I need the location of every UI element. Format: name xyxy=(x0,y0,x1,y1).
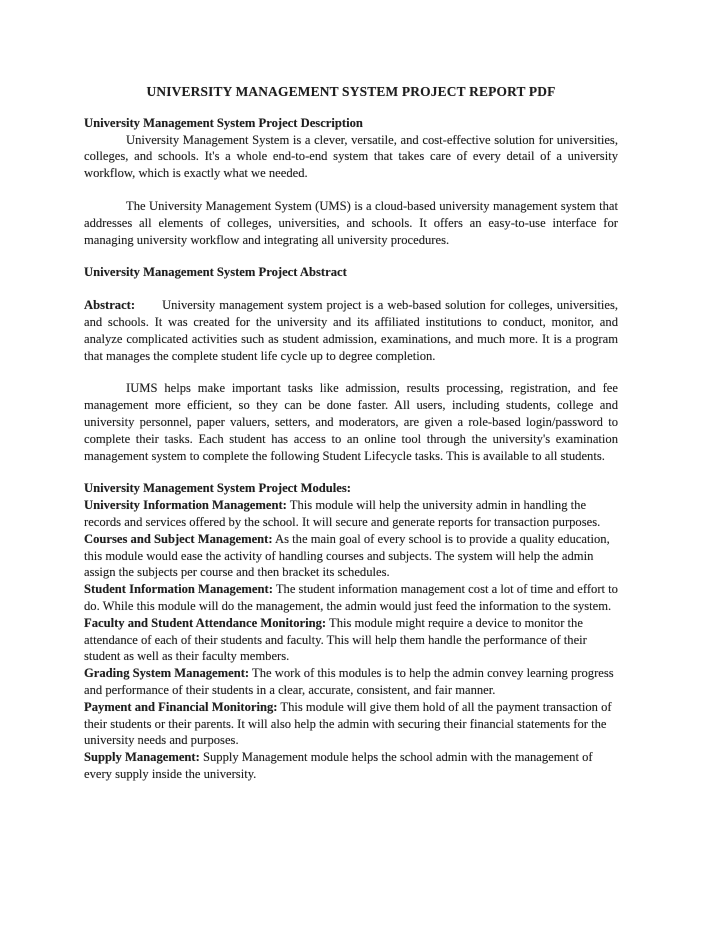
abstract-label: Abstract: xyxy=(84,298,136,313)
module-description: This module might require a device to monitor the attendance of each of their students and faculty. This will help them handle the performance of their student as well as their faculty members. xyxy=(84,615,587,664)
module-description: As the main goal of every school is to provide a quality education, this module would ease the activity of handling courses and subjects. The system will help the admin assign the subjects per course and then bracket its schedules. xyxy=(84,531,610,580)
description-paragraph-1: University Management System is a clever, versatile, and cost-effective solution for universities, colleges, and schools. It's a whole end-to-end system that takes care of every detail of a university workflow, which is exactly what we needed. xyxy=(84,132,618,181)
module-description: The student information management cost a lot of time and effort to do. While this module will do the management, the admin would just feed the information to the system. xyxy=(84,582,618,613)
abstract-text: University management system project is a web-based solution for colleges, universities, and schools. It was created for the university and its affiliated institutions to conduct, monitor, and analyze complicated activities such as student admission, examinations, and much more. It is a program that manages the complete student life cycle up to degree completion. xyxy=(84,298,618,363)
module-description: The work of this modules is to help the admin convey learning progress and performance of their students in a clear, accurate, consistent, and fair manner. xyxy=(84,666,614,697)
module-courses-subject xyxy=(84,531,618,581)
document-title: UNIVERSITY MANAGEMENT SYSTEM PROJECT REPORT PDF xyxy=(146,84,556,99)
module-name: Payment and Financial Monitoring: xyxy=(84,699,278,714)
abstract-section-heading: University Management System Project Abstract xyxy=(84,265,347,280)
module-attendance-monitoring xyxy=(84,615,618,665)
modules-section-heading: University Management System Project Modules: xyxy=(84,481,351,496)
module-supply-management xyxy=(84,749,618,783)
module-description: This module will help the university admin in handling the records and services offered by the school. It will secure and generate reports for transaction purposes. xyxy=(84,498,601,529)
module-description: Supply Management module helps the school admin with the management of every supply inside the university. xyxy=(84,750,593,781)
description-section-heading: University Management System Project Description xyxy=(84,115,363,130)
module-grading-system xyxy=(84,665,618,699)
module-name: Grading System Management: xyxy=(84,666,250,681)
document-content xyxy=(84,84,618,783)
module-name: Courses and Subject Management: xyxy=(84,531,273,546)
abstract-paragraph-2: IUMS helps make important tasks like admission, results processing, registration, and fee management more efficient, so they can be done faster. All users, including students, college and university personnel, paper valuers, setters, and moderators, are given a role-based login/password to complete their tasks. Each student has access to an online tool through the university's examination management system to complete the following Student Lifecycle tasks. This is available to all students. xyxy=(84,381,618,463)
module-university-information xyxy=(84,497,618,531)
module-description: This module will give them hold of all the payment transaction of their students or their parents. It will also help the admin with securing their financial statements for the university needs and purposes. xyxy=(84,699,612,748)
module-name: Faculty and Student Attendance Monitoring: xyxy=(84,615,327,630)
module-name: University Information Management: xyxy=(84,498,287,513)
module-student-information xyxy=(84,581,618,615)
module-payment-financial xyxy=(84,699,618,749)
abstract-paragraph xyxy=(84,297,618,364)
module-name: Supply Management: xyxy=(84,750,200,765)
module-name: Student Information Management: xyxy=(84,582,273,597)
description-paragraph-2: The University Management System (UMS) is a cloud-based university management system that addresses all elements of colleges, universities, and schools. It offers an easy-to-use interface for managing university workflow and integrating all university procedures. xyxy=(84,198,618,247)
